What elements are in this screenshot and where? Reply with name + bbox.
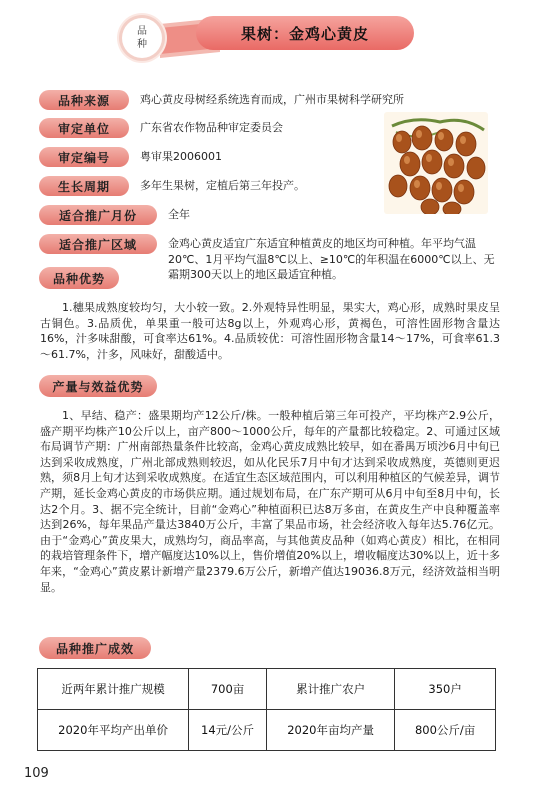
- cycle-value: 多年生果树，定植后第三年投产。: [140, 179, 305, 192]
- page-title: 果树：金鸡心黄皮: [196, 16, 414, 50]
- table-cell: 700亩: [189, 669, 267, 710]
- table-cell: 近两年累计推广规模: [38, 669, 189, 710]
- number-label: 审定编号: [39, 147, 129, 167]
- source-value: 鸡心黄皮母树经系统选育而成，广州市果树科学研究所: [140, 93, 404, 106]
- unit-value: 广东省农作物品种审定委员会: [140, 121, 283, 134]
- promotion-table: [37, 668, 496, 751]
- table-cell: 累计推广农户: [266, 669, 394, 710]
- table-cell: 800公斤/亩: [395, 710, 496, 751]
- promotion-label: 品种推广成效: [39, 637, 151, 659]
- yield-text: 1、早结、稳产：盛果期均产12公斤/株。一般种植后第三年可投产，平均株产2.9公斤，盛产期平均株产10公斤以上，亩产800～1000公斤，每年的产量都比较稳定。2、可通过区域布局调节产期：广州南部热量条件比较高，金鸡心黄皮成熟比较早，如在番禺万顷沙6月中旬已达到采收成熟度，广州北部成熟则较迟，如从化民乐7月中旬才达到采收成熟度，英德则更迟熟，须8月上旬才达到采收成熟度。在适宜生态区域范围内，可以利用种植区的气候差异，调节产期，延长金鸡心黄皮的市场供应期。通过规划布局，在广东产期可从6月中旬至8月中旬，长达2个月。3、据不完全统计，目前“金鸡心”种植面积已达8万多亩，在黄皮生产中良种覆盖率达到26%，每年果品产量达3840万公斤，丰富了果品市场，社会经济收入每年达5.76亿元。由于“金鸡心”黄皮果大，成熟均匀，商品率高，与其他黄皮品种（如鸡心黄皮）相比，在相同的栽培管理条件下，增产幅度达10%以上，售价增值20%以上，增收幅度达30%以上，近十多年来，“金鸡心”黄皮累计新增产量2379.6万公斤，新增产值达19036.8万元，经济效益相当明显。: [40, 409, 500, 594]
- month-value: 全年: [168, 208, 190, 221]
- table-row: [38, 669, 496, 710]
- advantages-label: 品种优势: [39, 267, 119, 289]
- table-cell: 14元/公斤: [189, 710, 267, 751]
- month-label: 适合推广月份: [39, 205, 157, 225]
- table-cell: 350户: [395, 669, 496, 710]
- badge-char-1: 品: [137, 26, 147, 37]
- source-label: 品种来源: [39, 90, 129, 110]
- region-label: 适合推广区域: [39, 234, 157, 254]
- cycle-label: 生长周期: [39, 176, 129, 196]
- badge-char-2: 种: [137, 39, 147, 50]
- region-value: 金鸡心黄皮适宜广东适宜种植黄皮的地区均可种植。年平均气温20℃、1月平均气温8℃以上、≥10℃的年积温在6000℃以上、无霜期300天以上的地区最适宜种植。: [168, 237, 495, 281]
- advantages-text: 1.穗果成熟度较均匀，大小较一致。2.外观特异性明显，果实大，鸡心形，成熟时果皮呈古铜色。3.品质优，单果重一般可达8g以上，外观鸡心形，黄褐色，可溶性固形物含量达16%，汁多味甜酸，可食率达61%。4.品质较优：可溶性固形物含量14～17%，可食率61.3～61.7%，汁多，风味好，甜酸适中。: [40, 301, 500, 361]
- category-badge: [122, 18, 162, 58]
- table-row: [38, 710, 496, 751]
- fruit-photo: [384, 112, 488, 214]
- number-value: 粤审果2006001: [140, 150, 222, 163]
- yield-label: 产量与效益优势: [39, 375, 157, 397]
- table-cell: 2020年亩均产量: [266, 710, 394, 751]
- table-cell: 2020年平均产出单价: [38, 710, 189, 751]
- page-number: 109: [24, 766, 49, 781]
- unit-label: 审定单位: [39, 118, 129, 138]
